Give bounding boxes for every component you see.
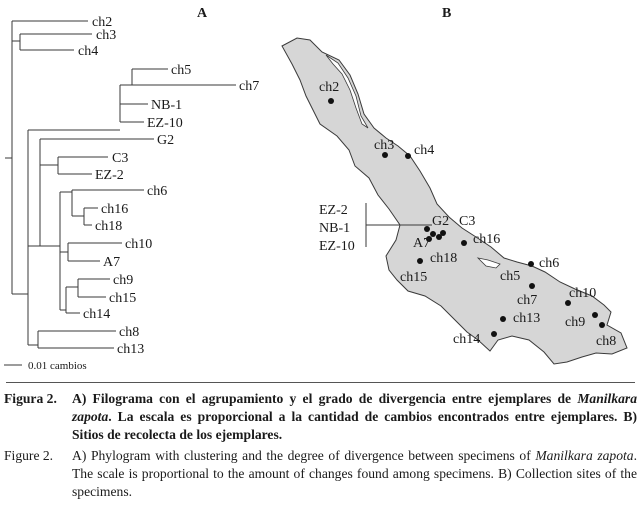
site-marker <box>592 312 598 318</box>
caption-text: A) Filograma con el agrupamiento y el grado de divergencia entre ejemplares de <box>72 391 572 406</box>
callout-labels <box>319 203 355 254</box>
caption-text: . The scale is proportional to the amount of changes found among specimens. B) Collection sites of the specimens. <box>72 448 638 499</box>
callout-label: EZ-2 <box>319 203 348 218</box>
site-label: ch18 <box>430 251 458 266</box>
tree-branches <box>4 21 236 365</box>
caption-english <box>4 444 637 501</box>
site-marker <box>491 331 497 337</box>
tree-label: EZ-10 <box>147 116 183 131</box>
site-marker <box>500 316 506 322</box>
tree-label: C3 <box>112 151 129 166</box>
site-label: C3 <box>459 214 476 229</box>
tree-labels <box>78 15 259 357</box>
tree-label: NB-1 <box>151 98 183 113</box>
site-marker <box>430 231 436 237</box>
panel-b-letter: B <box>442 6 452 21</box>
tree-label: ch5 <box>171 63 192 78</box>
figure-captions <box>0 382 641 501</box>
caption-number: Figura 2. <box>4 391 57 406</box>
species-name: Manilkara zapota <box>535 448 634 463</box>
callout-label: EZ-10 <box>319 239 355 254</box>
site-marker <box>424 226 430 232</box>
species-name: Manilkara zapota <box>72 391 638 424</box>
tree-label: ch18 <box>95 219 123 234</box>
site-marker <box>328 98 334 104</box>
caption-text: . La escala es proporcional a la cantidad de cambios encontrados entre ejemplares. B) Sitios de recolecta de los ejemplares. <box>72 409 637 442</box>
caption-body <box>72 447 637 501</box>
tree-label: ch2 <box>92 15 113 30</box>
tree-label: EZ-2 <box>95 168 124 183</box>
site-label: ch14 <box>453 332 481 347</box>
site-label: ch16 <box>473 232 501 247</box>
site-label: A7 <box>413 236 431 251</box>
site-label: ch4 <box>414 143 435 158</box>
site-marker <box>405 153 411 159</box>
site-label: ch3 <box>374 138 395 153</box>
tree-label: ch8 <box>119 325 140 340</box>
site-label: ch6 <box>539 256 560 271</box>
tree-label: ch14 <box>83 307 111 322</box>
tree-label: A7 <box>103 255 121 270</box>
site-label: G2 <box>432 214 450 229</box>
caption-spanish <box>4 383 637 444</box>
tree-label: G2 <box>157 133 175 148</box>
site-marker <box>417 258 423 264</box>
tree-label: ch9 <box>113 273 134 288</box>
site-label: ch15 <box>400 270 428 285</box>
tree-label: ch13 <box>117 342 145 357</box>
caption-body <box>72 390 637 444</box>
tree-label: ch7 <box>239 79 260 94</box>
caption-text: A) Phylogram with clustering and the degree of divergence between specimens of <box>72 448 531 463</box>
site-label: ch7 <box>517 293 538 308</box>
scale-label: 0.01 cambios <box>28 360 87 372</box>
tree-label: ch4 <box>78 44 99 59</box>
site-label: ch2 <box>319 80 340 95</box>
tree-label: ch6 <box>147 184 168 199</box>
site-label: ch13 <box>513 311 541 326</box>
callout-label: NB-1 <box>319 221 351 236</box>
tree-label: ch15 <box>109 291 137 306</box>
caption-number: Figure 2. <box>4 448 54 463</box>
site-marker <box>528 261 534 267</box>
site-label: ch9 <box>565 315 586 330</box>
site-map <box>282 6 627 364</box>
site-label: ch10 <box>569 286 597 301</box>
tree-label: ch10 <box>125 237 153 252</box>
site-marker <box>440 230 446 236</box>
site-label: ch8 <box>596 334 617 349</box>
tree-label: ch16 <box>101 202 129 217</box>
site-marker <box>529 283 535 289</box>
site-label: ch5 <box>500 269 521 284</box>
panel-a-letter: A <box>197 6 208 21</box>
site-marker <box>461 240 467 246</box>
site-marker <box>599 322 605 328</box>
tree-label: ch3 <box>96 28 117 43</box>
phylogram <box>4 6 259 372</box>
